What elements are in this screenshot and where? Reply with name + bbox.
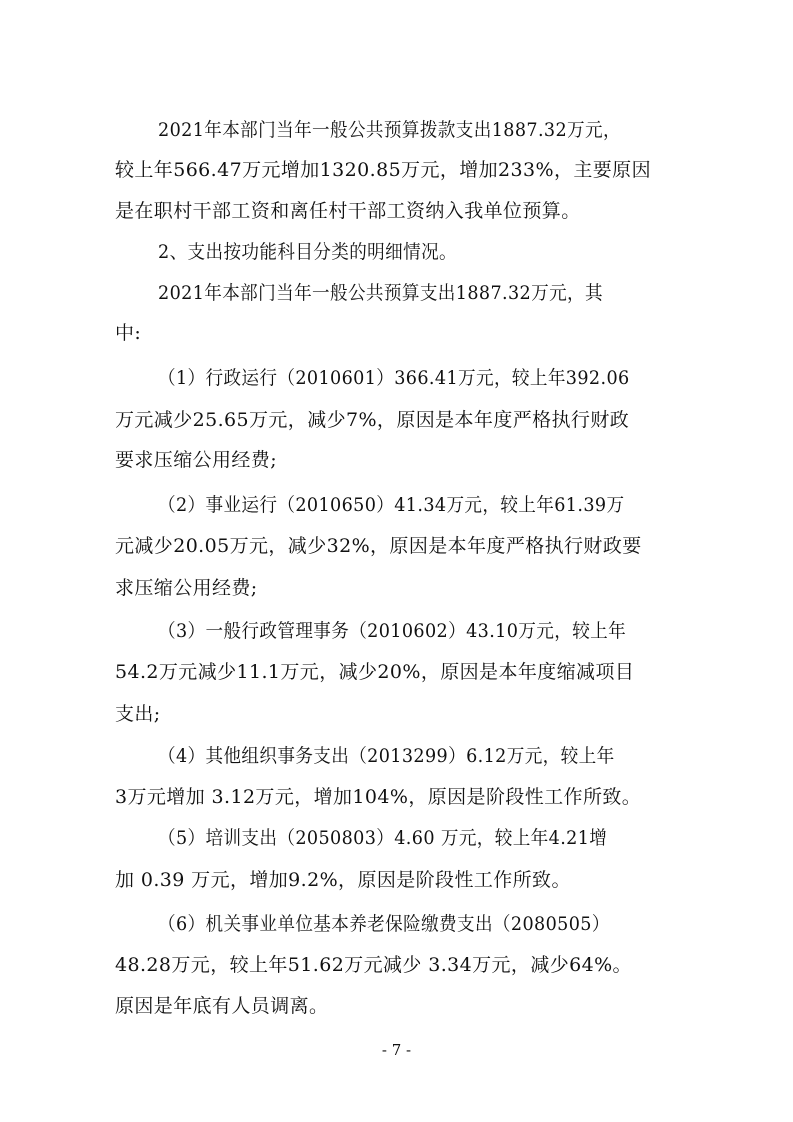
- text-line: 是在职村干部工资和离任村干部工资纳入我单位预算。: [115, 200, 581, 222]
- text-line: 3万元增加 3.12万元，增加104%，原因是阶段性工作所致。: [115, 786, 642, 808]
- text-line: （5）培训支出（2050803）4.60 万元，较上年4.21增: [158, 827, 608, 849]
- text-line: 2、支出按功能科目分类的明细情况。: [158, 241, 457, 263]
- text-line: 要求压缩公用经费;: [115, 449, 278, 471]
- text-line: 2021年本部门当年一般公共预算支出1887.32万元，其: [158, 282, 603, 304]
- text-line: （6）机关事业单位基本养老保险缴费支出（2080505）: [158, 913, 610, 935]
- text-line: 加 0.39 万元，增加9.2%，原因是阶段性工作所致。: [115, 869, 571, 891]
- text-line: 2021年本部门当年一般公共预算拨款支出1887.32万元，: [158, 119, 621, 141]
- text-line: （2）事业运行（2010650）41.34万元，较上年61.39万: [158, 494, 625, 516]
- text-line: 48.28万元，较上年51.62万元减少 3.34万元，减少64%。: [115, 954, 632, 976]
- page-number: - 7 -: [381, 1041, 412, 1059]
- text-line: 求压缩公用经费;: [115, 577, 258, 599]
- text-line: 中:: [115, 322, 142, 344]
- text-line: （1）行政运行（2010601）366.41万元，较上年392.06: [158, 367, 630, 389]
- text-line: 54.2万元减少11.1万元，减少20%，原因是本年度缩减项目: [115, 661, 635, 683]
- text-line: 万元减少25.65万元，减少7%，原因是本年度严格执行财政: [115, 409, 630, 431]
- text-line: 原因是年底有人员调离。: [115, 995, 329, 1017]
- text-line: 支出;: [115, 703, 161, 725]
- text-line: （3）一般行政管理事务（2010602）43.10万元，较上年: [158, 620, 627, 642]
- text-line: （4）其他组织事务支出（2013299）6.12万元，较上年: [158, 745, 615, 767]
- text-line: 元减少20.05万元，减少32%，原因是本年度严格执行财政要: [115, 535, 642, 557]
- text-line: 较上年566.47万元增加1320.85万元，增加233%，主要原因: [115, 159, 651, 181]
